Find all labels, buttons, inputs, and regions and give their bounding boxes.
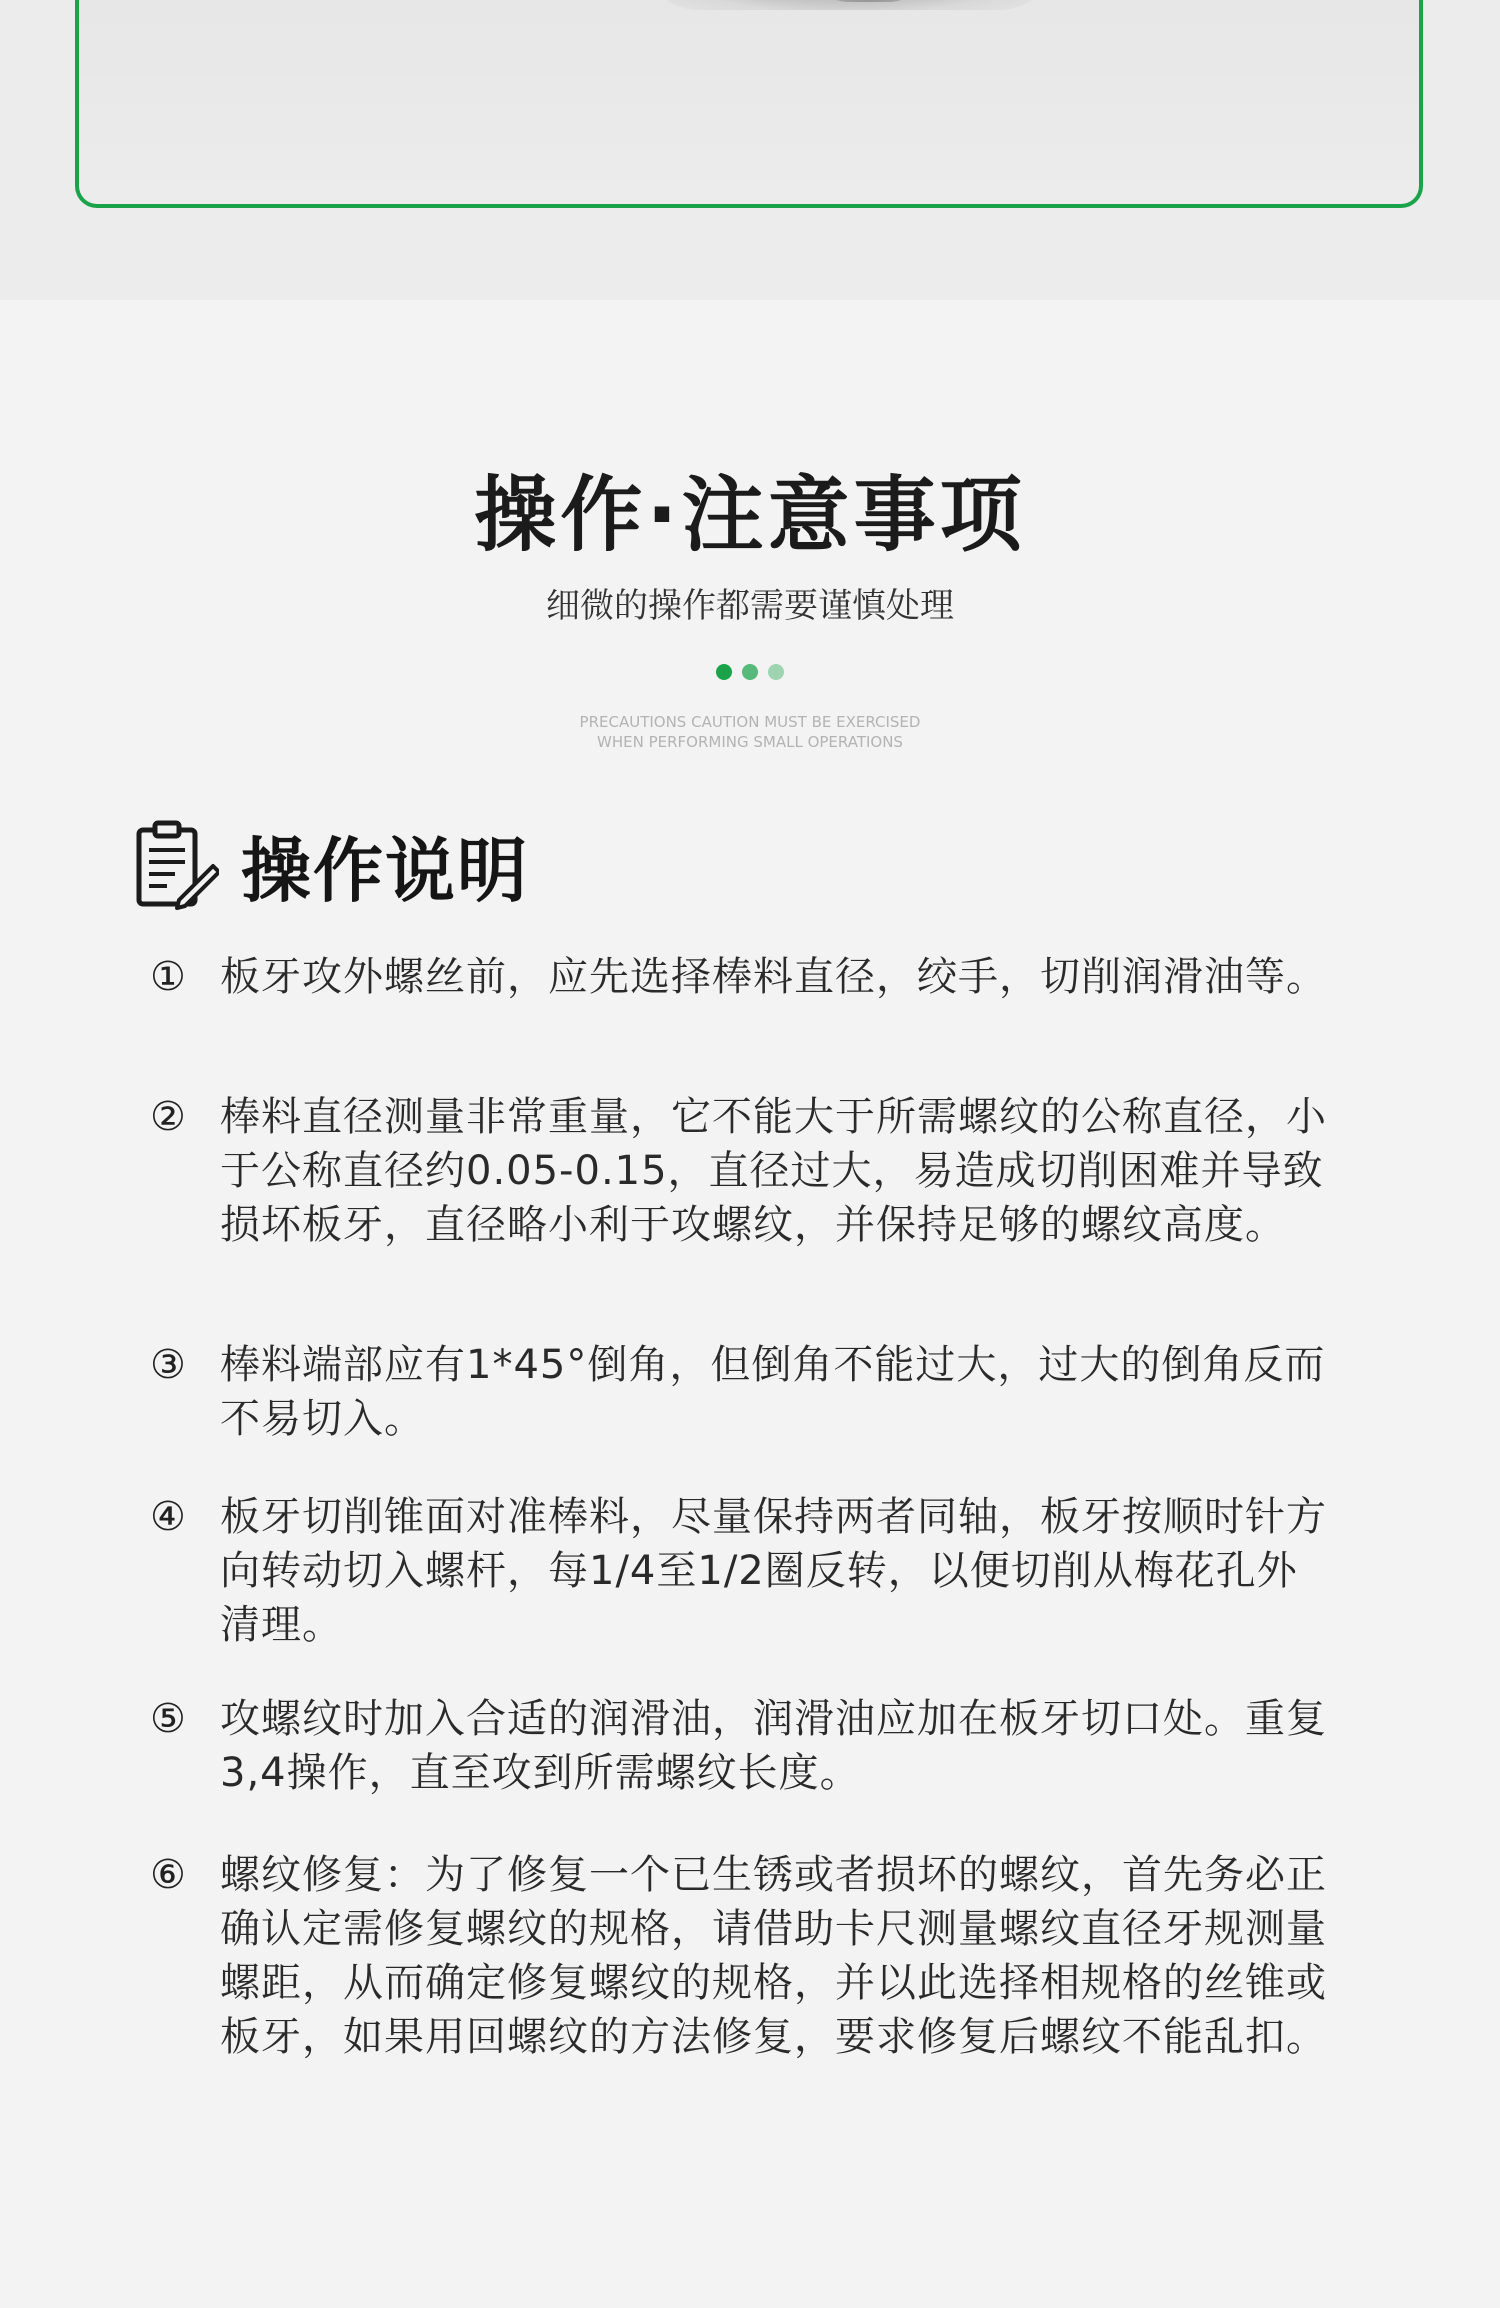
caption-line-2: WHEN PERFORMING SMALL OPERATIONS [597, 733, 903, 751]
dot-1 [716, 664, 732, 680]
instructions-heading: 操作说明 [241, 829, 529, 912]
product-image-area [0, 0, 1500, 300]
list-item [150, 1490, 1350, 1652]
item-number: ② [150, 1094, 186, 1140]
product-image-frame [75, 0, 1423, 208]
instructions-header [135, 815, 529, 915]
english-caption [0, 712, 1500, 752]
dot-3 [768, 664, 784, 680]
list-item [150, 1090, 1350, 1252]
list-item [150, 1848, 1350, 2064]
dot-2 [742, 664, 758, 680]
item-text: 棒料直径测量非常重量，它不能大于所需螺纹的公称直径，小于公称直径约0.05-0.15，直径过大，易造成切削困难并导致损坏板牙，直径略小利于攻螺纹，并保持足够的螺纹高度。 [220, 1094, 1327, 1248]
item-text: 棒料端部应有1*45°倒角，但倒角不能过大，过大的倒角反而不易切入。 [220, 1342, 1326, 1442]
item-number: ⑤ [150, 1696, 186, 1742]
item-number: ① [150, 954, 186, 1000]
item-number: ⑥ [150, 1852, 186, 1898]
item-text: 螺纹修复：为了修复一个已生锈或者损坏的螺纹，首先务必正确认定需修复螺纹的规格，请借助卡尺测量螺纹直径牙规测量螺距，从而确定修复螺纹的规格，并以此选择相规格的丝锥或板牙，如果用回螺纹的方法修复，要求修复后螺纹不能乱扣。 [220, 1852, 1327, 2060]
item-number: ④ [150, 1494, 186, 1540]
item-number: ③ [150, 1342, 186, 1388]
item-text: 板牙切削锥面对准棒料，尽量保持两者同轴，板牙按顺时针方向转动切入螺杆，每1/4至1/2圈反转，以便切削从梅花孔外清理。 [220, 1494, 1327, 1648]
item-text: 攻螺纹时加入合适的润滑油，润滑油应加在板牙切口处。重复3,4操作，直至攻到所需螺纹长度。 [220, 1696, 1327, 1796]
precautions-section [0, 300, 1500, 2308]
decorative-dots [0, 664, 1500, 680]
list-item [150, 1338, 1350, 1446]
section-subtitle: 细微的操作都需要谨慎处理 [546, 586, 954, 626]
section-title: 操作·注意事项 [474, 468, 1026, 563]
caption-line-1: PRECAUTIONS CAUTION MUST BE EXERCISED [579, 713, 921, 731]
clipboard-pencil-icon [135, 820, 219, 910]
list-item [150, 1692, 1350, 1800]
item-text: 板牙攻外螺丝前，应先选择棒料直径，绞手，切削润滑油等。 [220, 954, 1327, 1000]
list-item [150, 950, 1350, 1004]
